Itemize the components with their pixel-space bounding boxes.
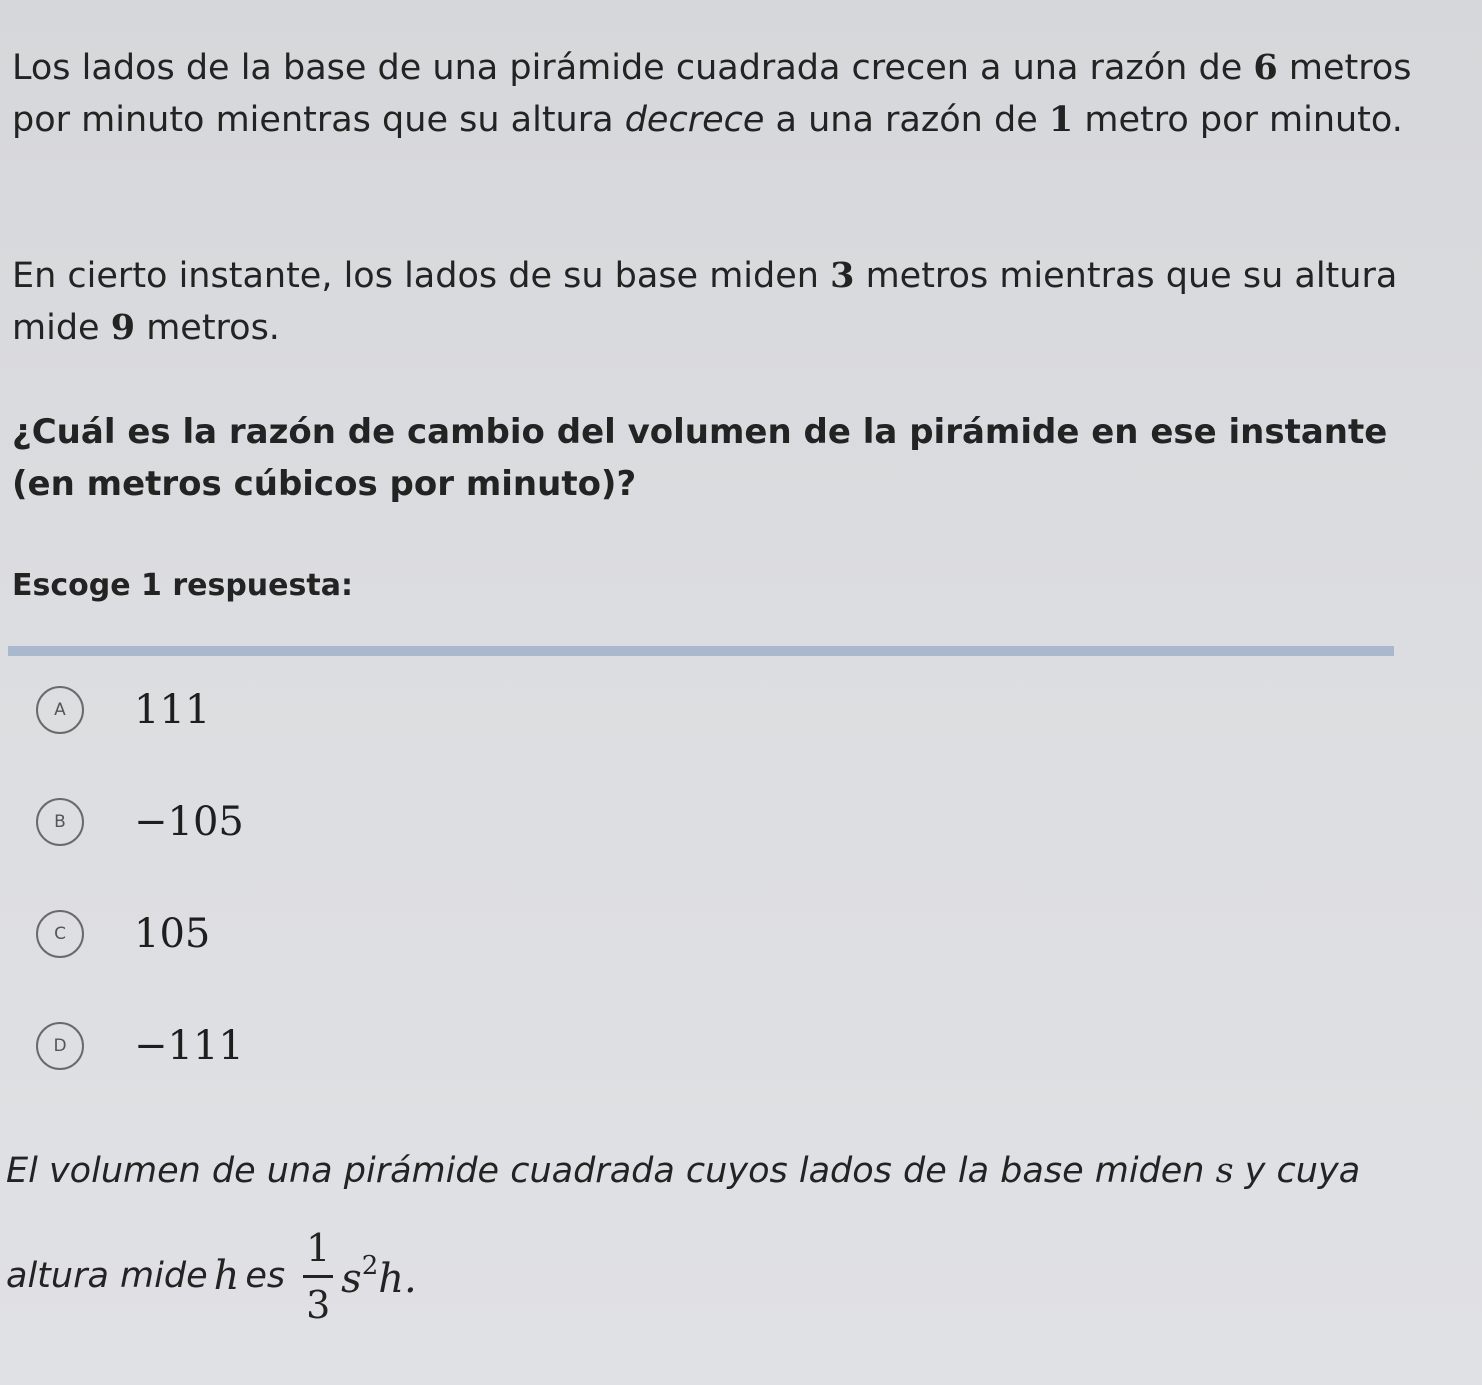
option-a-value: 111 xyxy=(134,687,211,733)
options-divider xyxy=(8,646,1394,656)
option-d[interactable] xyxy=(36,1016,536,1076)
problem-instant: En cierto instante, los lados de su base miden 3 metros mientras que su altura mide 9 metros. xyxy=(12,255,1398,348)
question-prompt: ¿Cuál es la razón de cambio del volumen de la pirámide en ese instante (en metros cúbicos por minuto)? xyxy=(12,412,1388,504)
fraction-bar xyxy=(303,1275,333,1278)
option-a[interactable] xyxy=(36,680,536,740)
fraction-denominator: 3 xyxy=(306,1282,331,1327)
problem-statement: Los lados de la base de una pirámide cuadrada crecen a una razón de 6 metros por minuto mientras que su altura decrece a una razón de 1 metro por minuto. xyxy=(12,47,1412,140)
fraction-numerator: 1 xyxy=(306,1225,331,1270)
radio-c[interactable]: C xyxy=(36,910,84,958)
radio-b[interactable]: B xyxy=(36,798,84,846)
option-b[interactable] xyxy=(36,792,536,852)
radio-d[interactable]: D xyxy=(36,1022,84,1070)
option-c-value: 105 xyxy=(134,911,211,957)
option-d-value: −111 xyxy=(134,1023,244,1069)
volume-expression: $s^2h$. xyxy=(341,1250,417,1302)
hint-line-1: El volumen de una pirámide cuadrada cuyos lados de la base miden s y cuya xyxy=(6,1151,1361,1191)
option-c[interactable] xyxy=(36,904,536,964)
hint-line-2: altura mide h es $\frac{1}{3}$ $s^2h$. xyxy=(6,1225,417,1327)
volume-fraction xyxy=(303,1225,333,1328)
answer-instruction: Escoge 1 respuesta: xyxy=(12,568,353,603)
radio-a[interactable]: A xyxy=(36,686,84,734)
option-b-value: −105 xyxy=(134,799,244,845)
